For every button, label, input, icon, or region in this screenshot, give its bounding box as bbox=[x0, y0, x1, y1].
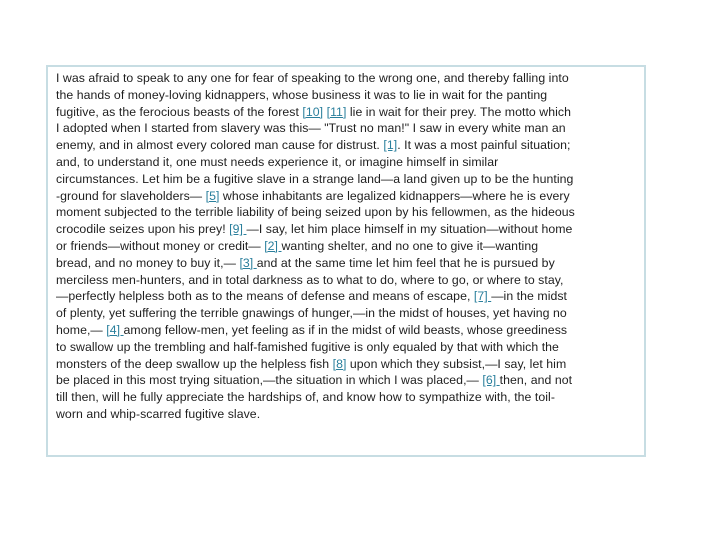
text-run: enemy, and in almost every colored man cause for distrust. bbox=[56, 138, 384, 153]
text-run: of plenty, yet suffering the terrible gnawings of hunger,—in the midst of houses, yet having no bbox=[56, 306, 567, 321]
text-line bbox=[56, 171, 640, 188]
footnote-link[interactable]: [3] bbox=[239, 255, 257, 270]
text-run: I was afraid to speak to any one for fear of speaking to the wrong one, and thereby falling into bbox=[56, 71, 569, 85]
footnote-link[interactable]: [11] bbox=[326, 104, 347, 119]
text-line bbox=[56, 87, 640, 104]
text-line bbox=[56, 255, 640, 272]
text-run: monsters of the deep swallow up the helpless fish bbox=[56, 356, 333, 371]
text-line bbox=[56, 120, 640, 137]
text-run: circumstances. Let him be a fugitive slave in a strange land—a land given up to be the hunting bbox=[56, 171, 574, 186]
text-run: crocodile seizes upon his prey! bbox=[56, 222, 230, 237]
text-line bbox=[56, 204, 640, 221]
text-run: be placed in this most trying situation,—the situation in which I was placed,— bbox=[56, 373, 483, 388]
text-run: lie in wait for their prey. The motto which bbox=[346, 104, 571, 119]
text-run: then, and not bbox=[499, 373, 573, 388]
text-line bbox=[56, 154, 640, 171]
text-run: —I say, let him place himself in my situation—without home bbox=[246, 222, 573, 237]
text-line bbox=[56, 272, 640, 289]
footnote-link[interactable]: [6] bbox=[482, 373, 500, 388]
text-line bbox=[56, 339, 640, 356]
text-line bbox=[56, 322, 640, 339]
text-run: fugitive, as the ferocious beasts of the forest bbox=[56, 104, 303, 119]
text-run: and at the same time let him feel that he is pursued by bbox=[256, 255, 555, 270]
text-run: to swallow up the trembling and half-famished fugitive is only equaled by that with which the bbox=[56, 339, 559, 354]
text-run: I adopted when I started from slavery was this— "Trust no man!" I saw in every white man an bbox=[56, 121, 566, 136]
footnote-link[interactable]: [1] bbox=[383, 138, 398, 153]
text-run: among fellow-men, yet feeling as if in the midst of wild beasts, whose greediness bbox=[123, 322, 568, 337]
text-run: -ground for slaveholders— bbox=[56, 188, 206, 203]
text-run: upon which they subsist,—I say, let him bbox=[346, 356, 567, 371]
footnote-link[interactable]: [7] bbox=[473, 289, 492, 304]
footnote-link[interactable]: [9] bbox=[229, 222, 247, 237]
text-run: merciless men-hunters, and in total darkness as to what to do, where to go, or where to stay, bbox=[56, 272, 564, 287]
text-line bbox=[56, 356, 640, 373]
text-line bbox=[56, 406, 640, 423]
text-line bbox=[56, 238, 640, 255]
text-line bbox=[56, 137, 640, 154]
footnote-link[interactable]: [5] bbox=[205, 188, 220, 203]
text-run: till then, will he fully appreciate the hardships of, and know how to sympathize with, the toil- bbox=[56, 390, 555, 405]
text-run: home,— bbox=[56, 322, 107, 337]
footnote-link[interactable]: [4] bbox=[106, 322, 124, 337]
text-run: or friends—without money or credit— bbox=[56, 238, 265, 253]
text-run: the hands of money-loving kidnappers, whose business it was to lie in wait for the panting bbox=[56, 87, 548, 102]
text-run: —perfectly helpless both as to the means of defense and means of escape, bbox=[56, 289, 474, 304]
text-run: worn and whip-scarred fugitive slave. bbox=[56, 406, 261, 421]
text-panel bbox=[46, 65, 646, 457]
footnote-link[interactable]: [8] bbox=[332, 356, 347, 371]
footnote-link[interactable]: [10] bbox=[302, 104, 324, 119]
text-run: —in the midst bbox=[491, 289, 568, 304]
text-run: wanting shelter, and no one to give it—wanting bbox=[281, 238, 539, 253]
text-run: . It was a most painful situation; bbox=[397, 138, 571, 153]
passage-text bbox=[56, 70, 640, 423]
footnote-link[interactable]: [2] bbox=[264, 238, 282, 253]
text-line bbox=[56, 104, 640, 121]
text-line bbox=[56, 188, 640, 205]
text-line bbox=[56, 305, 640, 322]
text-run: moment subjected to the terrible liability of being seized upon by his fellowmen, as the hideous bbox=[56, 205, 575, 220]
text-run: bread, and no money to buy it,— bbox=[56, 255, 240, 270]
text-line bbox=[56, 221, 640, 238]
text-line bbox=[56, 70, 640, 87]
text-run: and, to understand it, one must needs experience it, or imagine himself in similar bbox=[56, 154, 499, 169]
text-line bbox=[56, 372, 640, 389]
text-run: whose inhabitants are legalized kidnappers—where he is every bbox=[219, 188, 570, 203]
text-line bbox=[56, 389, 640, 406]
text-line bbox=[56, 288, 640, 305]
